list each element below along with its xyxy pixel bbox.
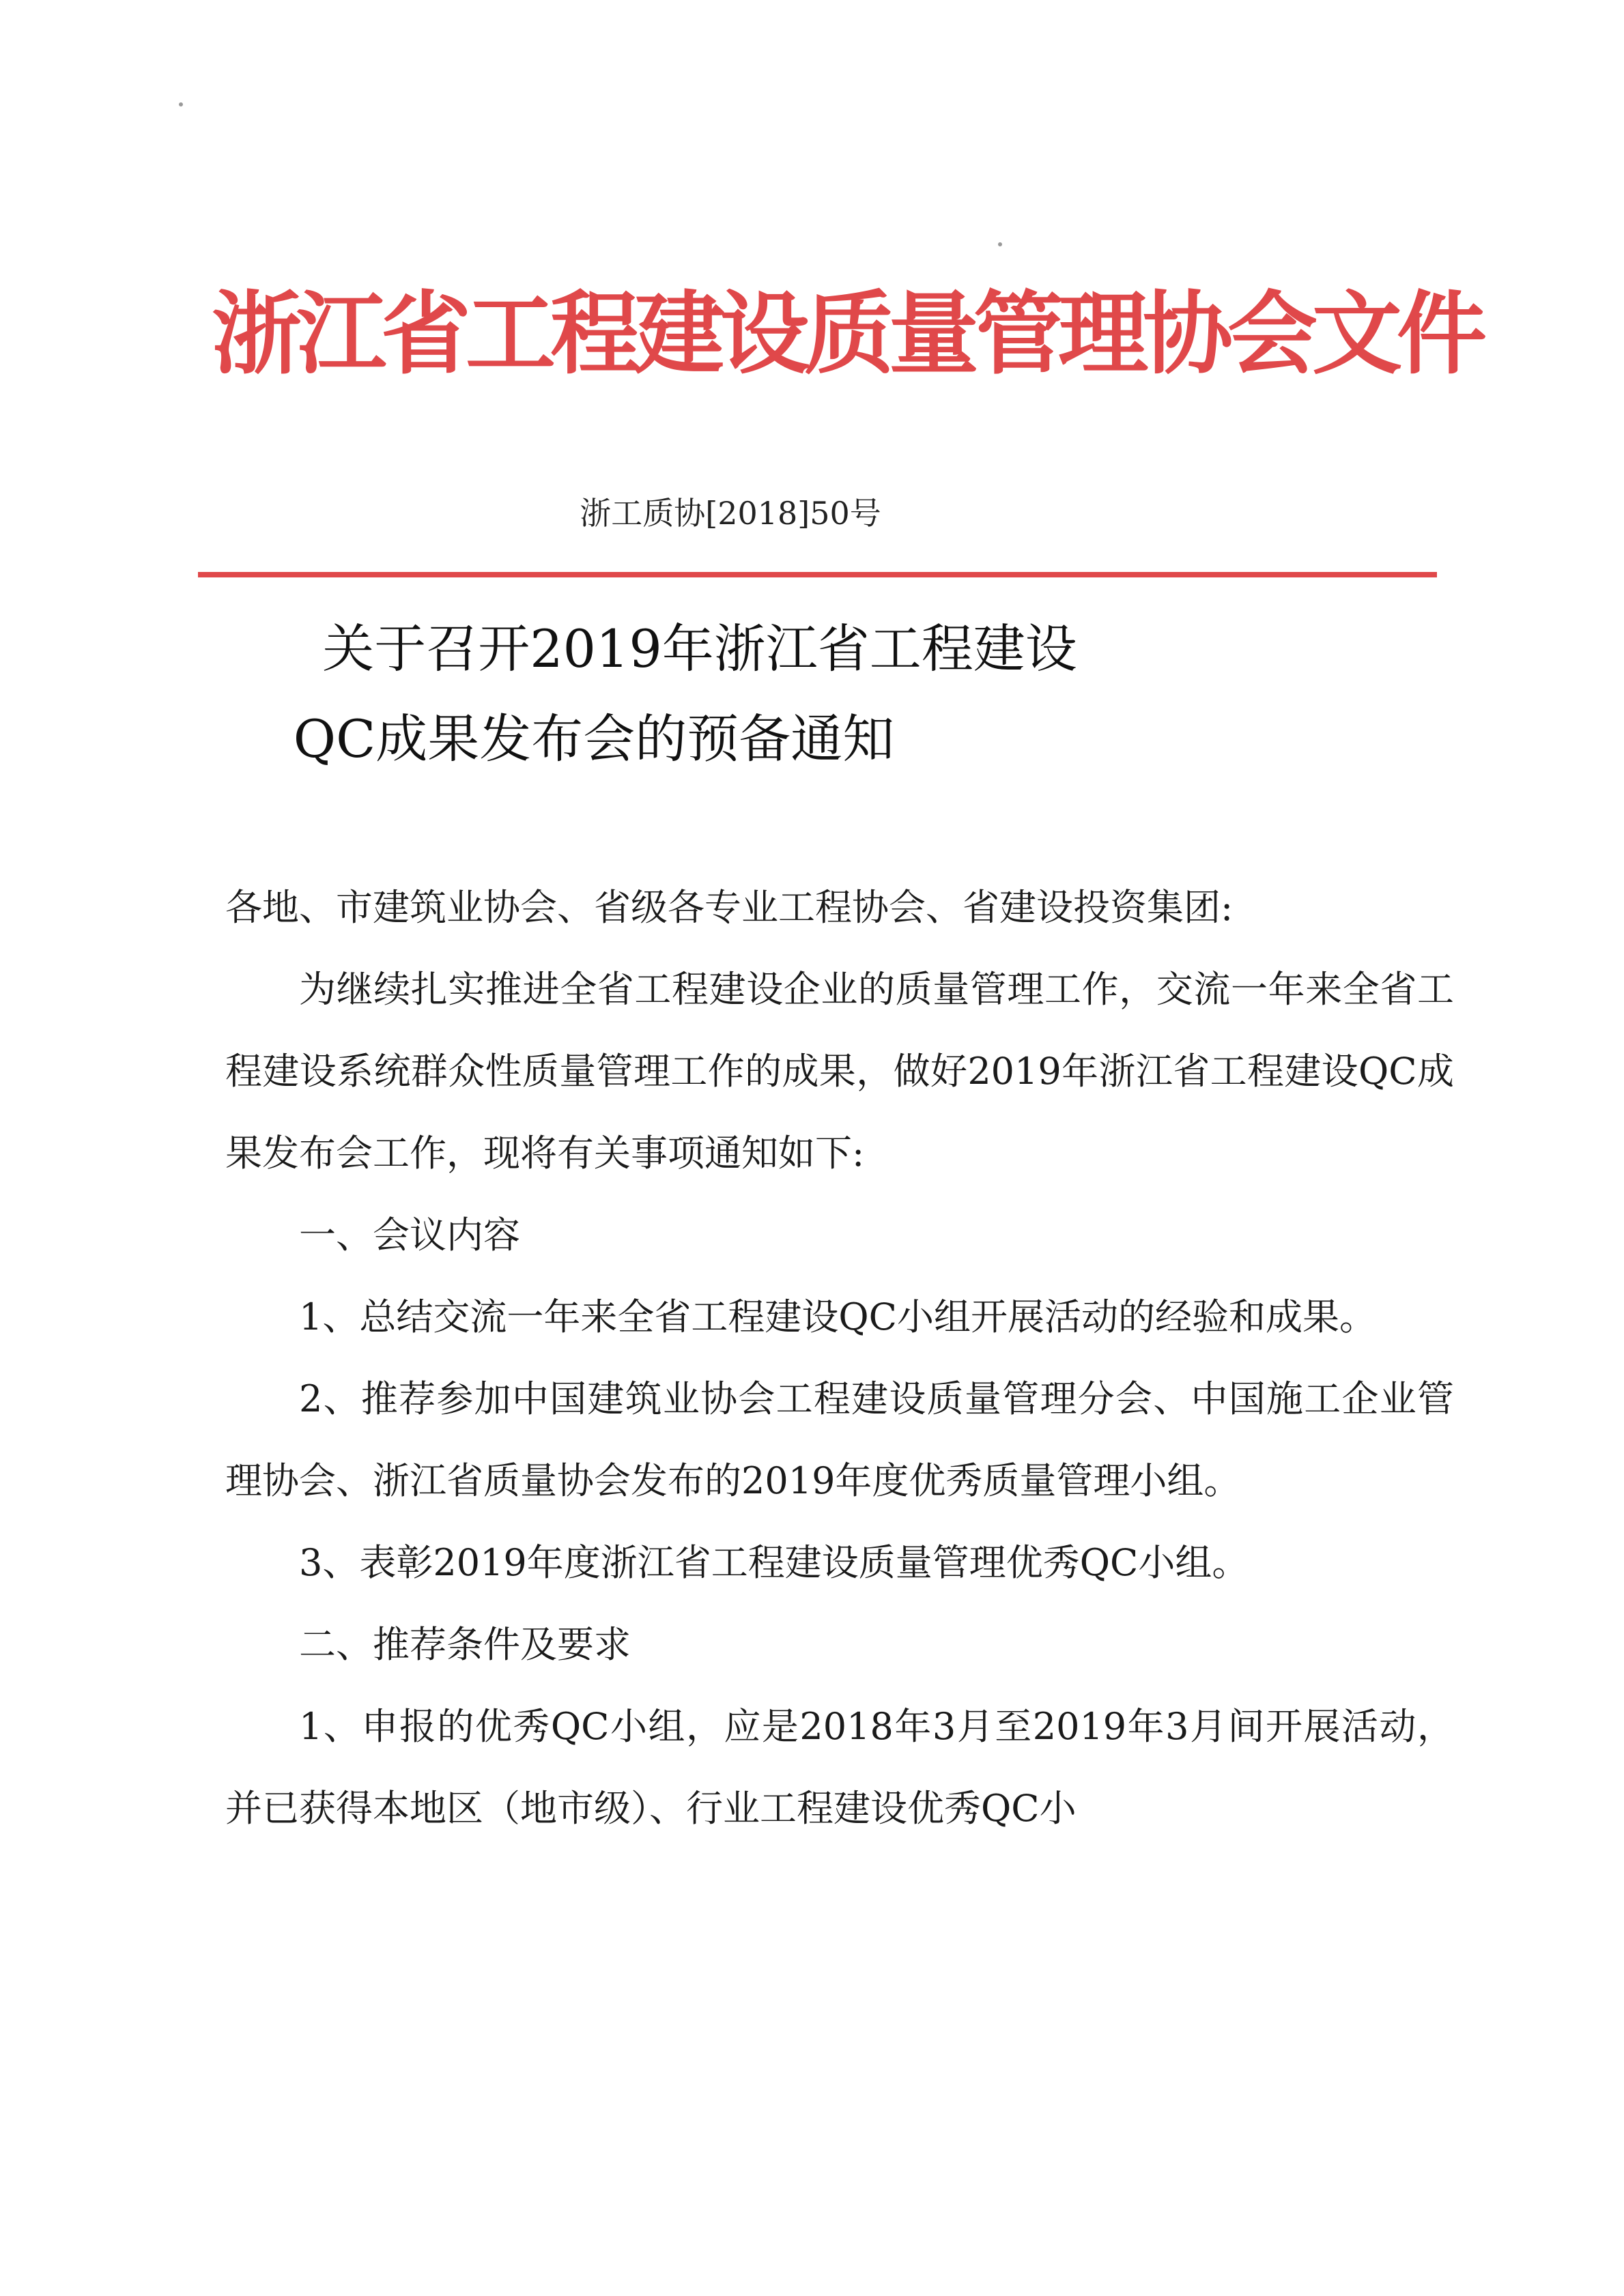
section1-item: 3、表彰2019年度浙江省工程建设质量管理优秀QC小组。 (299, 1541, 1249, 1584)
intro-paragraph: 为继续扎实推进全省工程建设企业的质量管理工作，交流一年来全省工程建设系统群众性质量管理工作的成果，做好2019年浙江省工程建设QC成果发布会工作，现将有关事项通知如下: (225, 968, 1454, 1175)
section1-heading: 一、会议内容 (299, 1214, 520, 1257)
section1-item: 1、总结交流一年来全省工程建设QC小组开展活动的经验和成果。 (299, 1295, 1376, 1338)
scan-speck (998, 242, 1002, 246)
notice-title (205, 604, 1420, 784)
section2-item: 1、申报的优秀QC小组，应是2018年3月至2019年3月间开展活动，并已获得本地区（地市级）、行业工程建设优秀QC小 (225, 1705, 1454, 1830)
notice-body (225, 867, 1454, 1850)
red-divider-rule (198, 572, 1437, 577)
section1-item: 2、推荐参加中国建筑业协会工程建设质量管理分会、中国施工企业管理协会、浙江省质量协会发布的2019年度优秀质量管理小组。 (225, 1377, 1454, 1502)
section2-heading: 二、推荐条件及要求 (299, 1623, 631, 1666)
notice-title-line2: QC成果发布会的预备通知 (293, 708, 895, 769)
document-number: 浙工质协[2018]50号 (580, 495, 881, 532)
notice-title-line1: 关于召开2019年浙江省工程建设 (322, 618, 1077, 679)
addressee: 各地、市建筑业协会、省级各专业工程协会、省建设投资集团: (225, 886, 1234, 929)
scan-speck (179, 102, 183, 106)
organization-title: 浙江省工程建设质量管理协会文件 (212, 281, 1481, 387)
